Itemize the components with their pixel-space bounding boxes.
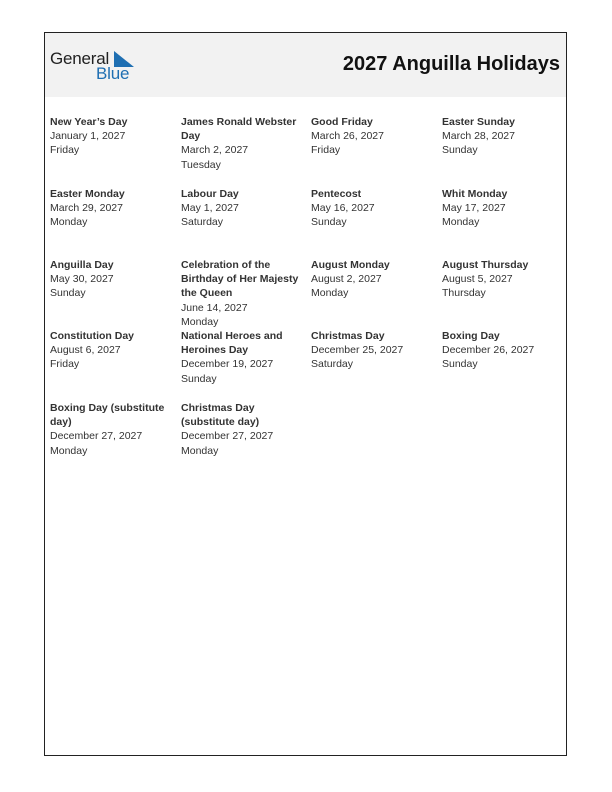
holiday-entry: [181, 187, 299, 230]
holiday-date: August 6, 2027: [50, 344, 121, 357]
page-title: 2027 Anguilla Holidays: [342, 53, 560, 75]
logo-text-general: General: [50, 49, 110, 68]
holiday-weekday: Sunday: [311, 216, 347, 229]
holiday-weekday: Monday: [50, 216, 88, 229]
header-band: [45, 33, 566, 97]
holiday-entry: [50, 258, 168, 301]
holiday-weekday: Friday: [311, 144, 341, 157]
holiday-name: Whit Monday: [442, 188, 508, 200]
holiday-date: March 2, 2027: [181, 144, 249, 157]
holiday-weekday: Saturday: [311, 358, 354, 371]
holiday-weekday: Monday: [181, 444, 219, 457]
holiday-date: December 19, 2027: [181, 358, 274, 371]
holiday-weekday: Thursday: [442, 287, 486, 300]
holiday-weekday: Tuesday: [181, 158, 221, 171]
holiday-name: Christmas Day (substitute day): [181, 402, 260, 429]
holiday-date: March 26, 2027: [311, 130, 384, 143]
holiday-name: Constitution Day: [50, 330, 134, 342]
holiday-entry: [311, 115, 429, 158]
holiday-name: Christmas Day: [311, 330, 385, 342]
holiday-name: August Thursday: [442, 259, 529, 271]
holiday-entry: [442, 258, 560, 301]
holiday-entry: [181, 115, 299, 172]
holiday-date: December 26, 2027: [442, 344, 535, 357]
holiday-date: May 17, 2027: [442, 202, 506, 215]
holiday-name: Boxing Day (substitute day): [50, 402, 165, 429]
holiday-date: March 29, 2027: [50, 202, 123, 215]
holiday-entry: [442, 329, 560, 372]
holiday-name: Pentecost: [311, 188, 362, 200]
holiday-entry: [181, 258, 299, 329]
holiday-date: May 30, 2027: [50, 273, 114, 286]
holiday-weekday: Sunday: [50, 287, 86, 300]
holiday-date: August 5, 2027: [442, 273, 513, 286]
holiday-name: Celebration of the Birthday of Her Majesty the Queen: [181, 259, 299, 300]
holiday-weekday: Sunday: [181, 372, 217, 385]
general-blue-logo: [50, 49, 140, 85]
holiday-entry: [181, 329, 299, 386]
holiday-weekday: Saturday: [181, 216, 224, 229]
holiday-entry: [311, 329, 429, 372]
holiday-name: August Monday: [311, 259, 390, 271]
holiday-entry: [50, 115, 168, 158]
holiday-date: March 28, 2027: [442, 130, 515, 143]
holiday-entry: [442, 187, 560, 230]
holiday-name: Labour Day: [181, 188, 239, 200]
holiday-date: January 1, 2027: [50, 130, 126, 143]
holiday-date: December 27, 2027: [50, 430, 143, 443]
holiday-weekday: Monday: [311, 287, 349, 300]
holiday-entry: [50, 401, 168, 458]
holiday-date: May 16, 2027: [311, 202, 375, 215]
holiday-entry: [311, 187, 429, 230]
holiday-date: June 14, 2027: [181, 301, 248, 314]
holiday-name: Anguilla Day: [50, 259, 114, 271]
holiday-entry: [50, 329, 168, 372]
holiday-entry: [181, 401, 299, 458]
holiday-entry: [311, 258, 429, 301]
holiday-name: National Heroes and Heroines Day: [181, 330, 283, 357]
holiday-grid: [50, 115, 570, 515]
holiday-date: December 25, 2027: [311, 344, 404, 357]
holiday-weekday: Monday: [181, 315, 219, 328]
holiday-date: May 1, 2027: [181, 202, 239, 215]
holiday-weekday: Monday: [50, 444, 88, 457]
holiday-weekday: Friday: [50, 144, 80, 157]
holiday-name: Easter Monday: [50, 188, 125, 200]
holiday-entry: [442, 115, 560, 158]
holiday-weekday: Sunday: [442, 144, 478, 157]
holiday-name: Easter Sunday: [442, 116, 515, 128]
holiday-weekday: Sunday: [442, 358, 478, 371]
holiday-name: New Year’s Day: [50, 116, 128, 128]
holiday-name: James Ronald Webster Day: [181, 116, 297, 143]
holiday-weekday: Monday: [442, 216, 480, 229]
holiday-date: August 2, 2027: [311, 273, 382, 286]
page-frame: [44, 32, 567, 756]
holiday-weekday: Friday: [50, 358, 80, 371]
holiday-entry: [50, 187, 168, 230]
holiday-name: Good Friday: [311, 116, 373, 128]
holiday-date: December 27, 2027: [181, 430, 274, 443]
holiday-name: Boxing Day: [442, 330, 500, 342]
logo-text-blue: Blue: [96, 64, 130, 83]
